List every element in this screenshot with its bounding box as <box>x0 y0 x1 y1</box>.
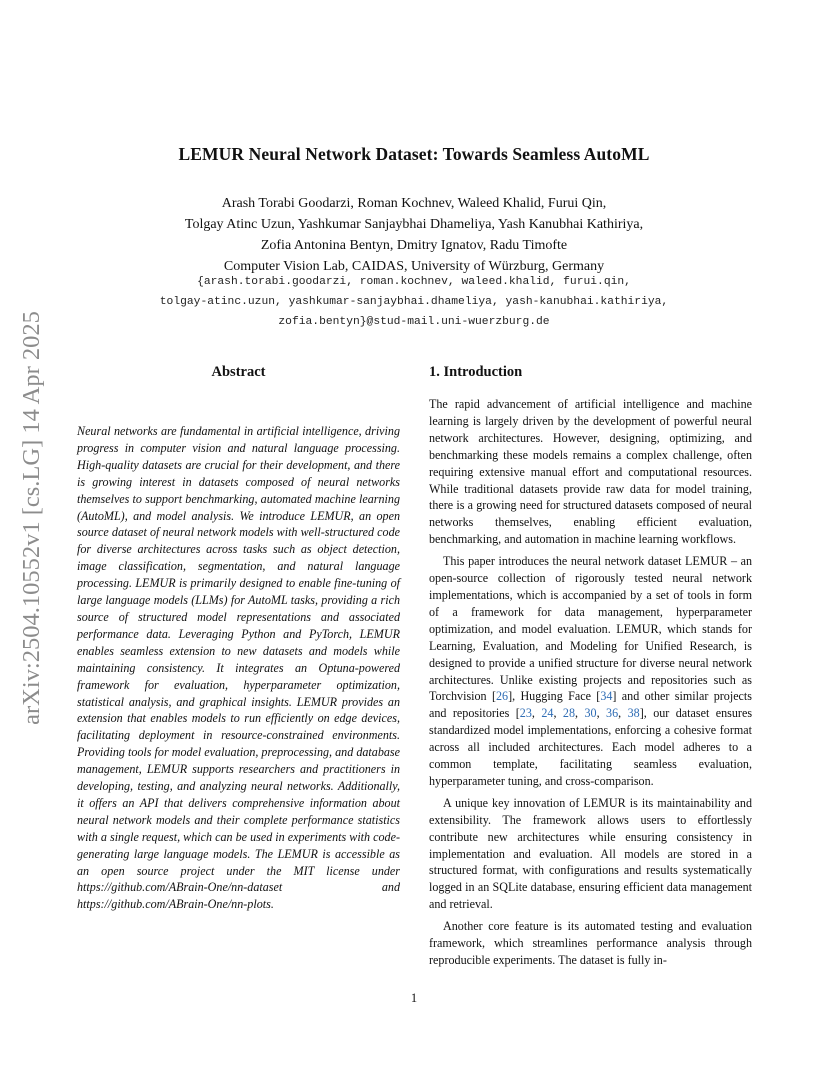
intro-paragraph-1: The rapid advancement of artificial intelligence and machine learning is largely driven by the development of powerful neural network architectures. However, designing, optimizing, and benchmarking these models remains a complex challenge, often requiring extensive manual effort and computational resources. While traditional datasets provide raw data for model training, there is a growing need for structured datasets composed of neural networks themselves, enabling efficient evaluation, benchmarking, and automation in machine learning workflows. <box>429 397 752 547</box>
citation-separator: , <box>618 706 628 721</box>
abstract-text: Neural networks are fundamental in artificial intelligence, driving progress in computer vision and natural language processing. High-quality datasets are crucial for their development, and there is growing interest in datasets composed of neural networks themselves to support benchmarking, automated machine learning (AutoML), and model analysis. We introduce LEMUR, an open source dataset of neural network models with well-structured code for diverse architectures across tasks such as object detection, image classification, segmentation, and natural language processing. LEMUR is primarily designed to enable fine-tuning of large language models (LLMs) for AutoML tasks, providing a rich source of structured model representations and associated performance data. Leveraging Python and PyTorch, LEMUR enables seamless extension to new datasets and models while maintaining consistency. It integrates an Optuna-powered framework for evaluation, hyperparameter optimization, statistical analysis, and graphical insights. LEMUR provides an extension that enables models to run efficiently on edge devices, facilitating deployment in resource-constrained environments. Providing tools for model evaluation, preprocessing, and database management, LEMUR supports researchers and practitioners in developing, testing, and analyzing neural networks. Additionally, it offers an API that delivers comprehensive information about neural network models and their complete performance statistics with a single request, which can be used in experiments with code-generating large language models. The LEMUR is accessible as an open source project under the MIT license under https://github.com/ABrain-One/nn-dataset and https://github.com/ABrain-One/nn-plots. <box>77 424 400 912</box>
citation-link[interactable]: 38 <box>627 706 640 721</box>
intro-text-segment: ], our dataset ensures standardized model implementations, enforcing a cohesive format across all included architectures. Each model adheres to a common template, facilitating seamless evaluation, hyperparameter tuning, and cross-comparison. <box>429 706 753 788</box>
citation-separator: , <box>531 706 542 721</box>
intro-paragraph-3: A unique key innovation of LEMUR is its maintainability and extensibility. The framework allows users to effortlessly contribute new architectures while ensuring consistency in implementation and evaluation. All models are stored in a structured format, with configurations and results systematically logged in an SQLite database, ensuring efficient data management and retrieval. <box>429 795 752 912</box>
intro-text-segment: This paper introduces the neural network dataset LEMUR – an open-source collection of rigorously tested neural network implementations, which is accompanied by a set of tools in form of a framework for data management, hyperparameter optimization, and model evaluation. LEMUR, which stands for Learning, Evaluation, and Modeling for Unified Research, is designed to provide a unified structure for diverse neural network architectures. Unlike existing projects and repositories such as Torchvision [ <box>429 554 752 704</box>
abstract-heading: Abstract <box>211 364 266 380</box>
introduction-body <box>429 396 752 969</box>
intro-paragraph-4: Another core feature is its automated testing and evaluation framework, which streamlines performance analysis through reproducible experiments. The dataset is fully in- <box>429 919 752 967</box>
intro-paragraph-2 <box>429 553 752 790</box>
citation-link[interactable]: 26 <box>495 689 509 704</box>
affiliation: Computer Vision Lab, CAIDAS, University of Würzburg, Germany <box>223 259 605 274</box>
email-block <box>76 272 752 332</box>
email-line: tolgay-atinc.uzun, yashkumar-sanjaybhai.dhameliya, yash-kanubhai.kathiriya, <box>159 296 669 308</box>
citation-separator: , <box>575 706 585 721</box>
email-line: {arash.torabi.goodarzi, roman.kochnev, waleed.khalid, furui.qin, <box>197 276 631 288</box>
email-line: zofia.bentyn}@stud-mail.uni-wuerzburg.de <box>278 316 550 328</box>
abstract-section <box>77 364 400 913</box>
citation-separator: , <box>596 706 607 721</box>
paper-title: LEMUR Neural Network Dataset: Towards Seamless AutoML <box>178 144 650 164</box>
citation-link[interactable]: 36 <box>606 706 619 721</box>
author-block <box>76 193 752 277</box>
introduction-heading: 1. Introduction <box>429 364 523 380</box>
author-line: Zofia Antonina Bentyn, Dmitry Ignatov, Radu Timofte <box>260 238 568 253</box>
intro-text-segment: ], Hugging Face [ <box>508 689 601 704</box>
arxiv-identifier-text: arXiv:2504.10552v1 [cs.LG] 14 Apr 2025 <box>18 311 45 725</box>
page-number: 1 <box>410 991 418 1005</box>
author-line: Tolgay Atinc Uzun, Yashkumar Sanjaybhai Dhameliya, Yash Kanubhai Kathiriya, <box>184 217 644 232</box>
intro-text-segment: ] and other similar projects and repositories [ <box>429 689 752 721</box>
citation-link[interactable]: 28 <box>562 706 576 721</box>
citation-link[interactable]: 23 <box>519 706 532 721</box>
introduction-section <box>429 364 752 969</box>
citation-link[interactable]: 34 <box>600 689 613 704</box>
citation-separator: , <box>553 706 563 721</box>
citation-link[interactable]: 24 <box>541 706 554 721</box>
citation-link[interactable]: 30 <box>584 706 597 721</box>
author-line: Arash Torabi Goodarzi, Roman Kochnev, Waleed Khalid, Furui Qin, <box>221 196 607 211</box>
